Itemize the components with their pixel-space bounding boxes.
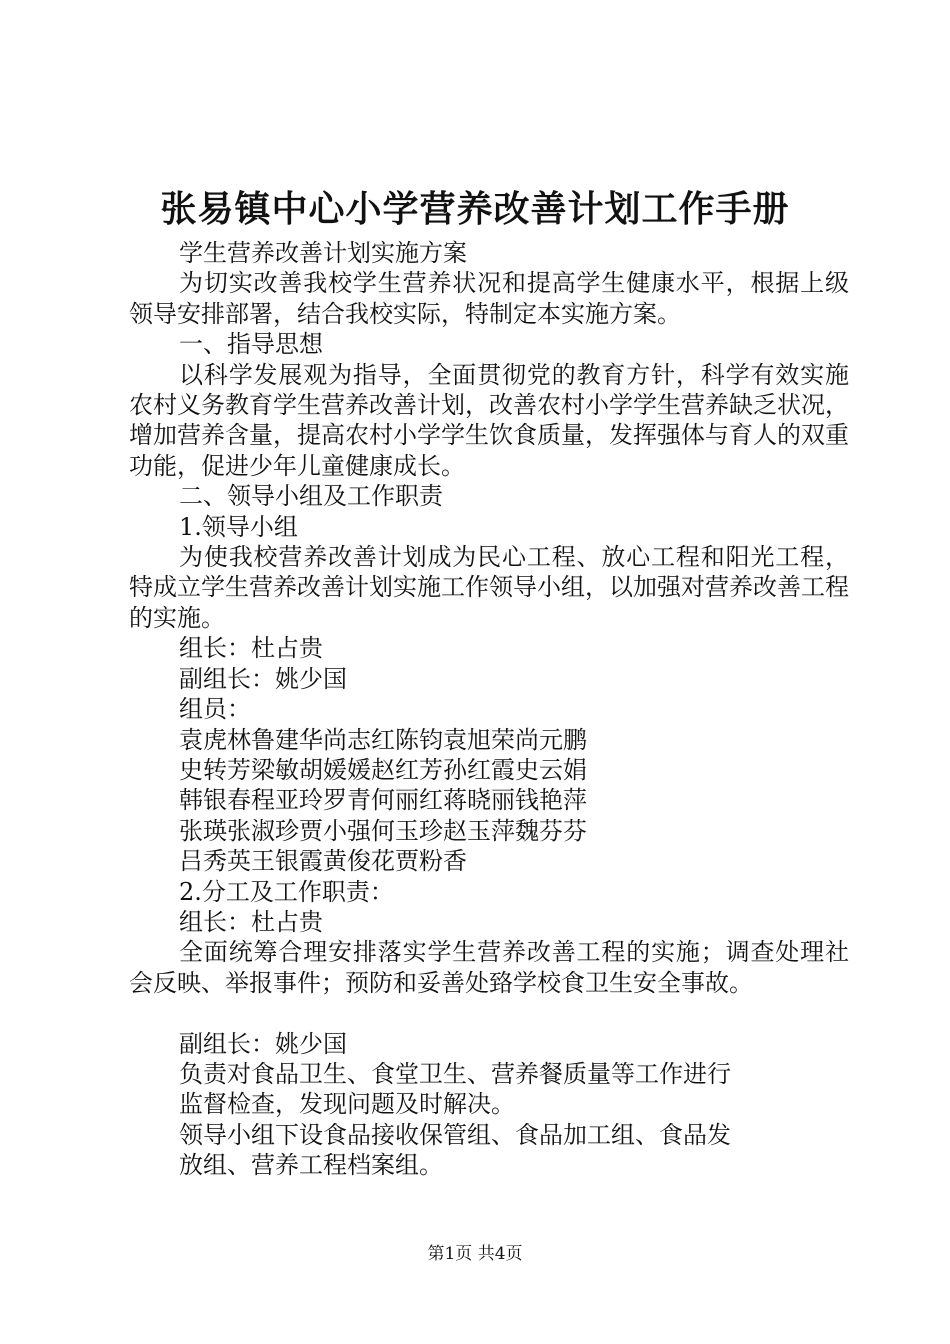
- leader-line-2: 组长：杜占贵: [179, 907, 323, 936]
- deputy-line: 副组长：姚少国: [179, 664, 347, 693]
- leader-line: 组长：杜占贵: [179, 634, 323, 663]
- section1-heading: 一、指导思想: [179, 330, 323, 359]
- section2-heading: 二、领导小组及工作职责: [179, 482, 443, 511]
- deputy-line-2: 副组长：姚少国: [179, 1029, 347, 1058]
- members-label: 组员：: [179, 695, 251, 724]
- leader-duty-paragraph: 全面统筹合理安排落实学生营养改善工程的实施；调查处理社会反映、举报事件；预防和妥善处臵学校食卫生安全事故。: [129, 938, 849, 997]
- section1-paragraph: 以科学发展观为指导，全面贯彻党的教育方针，科学有效实施农村义务教育学生营养改善计划，改善农村小学学生营养缺乏状况，增加营养含量，提高农村小学学生饮食质量，发挥强体与育人的双重功能，促进少年儿童健康成长。: [129, 360, 849, 480]
- deputy-duty-line: 负责对食品卫生、食堂卫生、营养餐质量等工作进行: [179, 1059, 731, 1088]
- sub1-heading: 1.领导小组: [179, 512, 298, 541]
- members-line: 吕秀英王银霞黄俊花贾粉香: [179, 847, 467, 876]
- sub2-heading: 2.分工及工作职责：: [179, 877, 394, 906]
- sub1-paragraph: 为使我校营养改善计划成为民心工程、放心工程和阳光工程，特成立学生营养改善计划实施工作领导小组，以加强对营养改善工程的实施。: [129, 543, 849, 632]
- members-line: 史转芳梁敏胡媛媛赵红芳孙红霞史云娟: [179, 755, 587, 784]
- page-footer: 第1页 共4页: [427, 1244, 523, 1264]
- deputy-duty-line: 监督检查，发现问题及时解决。: [179, 1090, 515, 1119]
- members-line: 袁虎林鲁建华尚志红陈钧袁旭荣尚元鹏: [179, 725, 587, 754]
- document-title: 张易镇中心小学营养改善计划工作手册: [160, 188, 790, 230]
- document-body: [129, 238, 849, 1181]
- members-line: 韩银春程亚玲罗青何丽红蒋晓丽钱艳萍: [179, 786, 587, 815]
- subtitle: 学生营养改善计划实施方案: [179, 239, 467, 267]
- groups-line: 放组、营养工程档案组。: [179, 1151, 443, 1180]
- members-line: 张瑛张淑珍贾小强何玉珍赵玉萍魏芬芬: [179, 816, 587, 845]
- groups-line: 领导小组下设食品接收保管组、食品加工组、食品发: [179, 1120, 731, 1149]
- intro-paragraph: 为切实改善我校学生营养状况和提高学生健康水平，根据上级领导安排部署，结合我校实际，特制定本实施方案。: [129, 269, 849, 328]
- paragraph-gap: [129, 998, 849, 1028]
